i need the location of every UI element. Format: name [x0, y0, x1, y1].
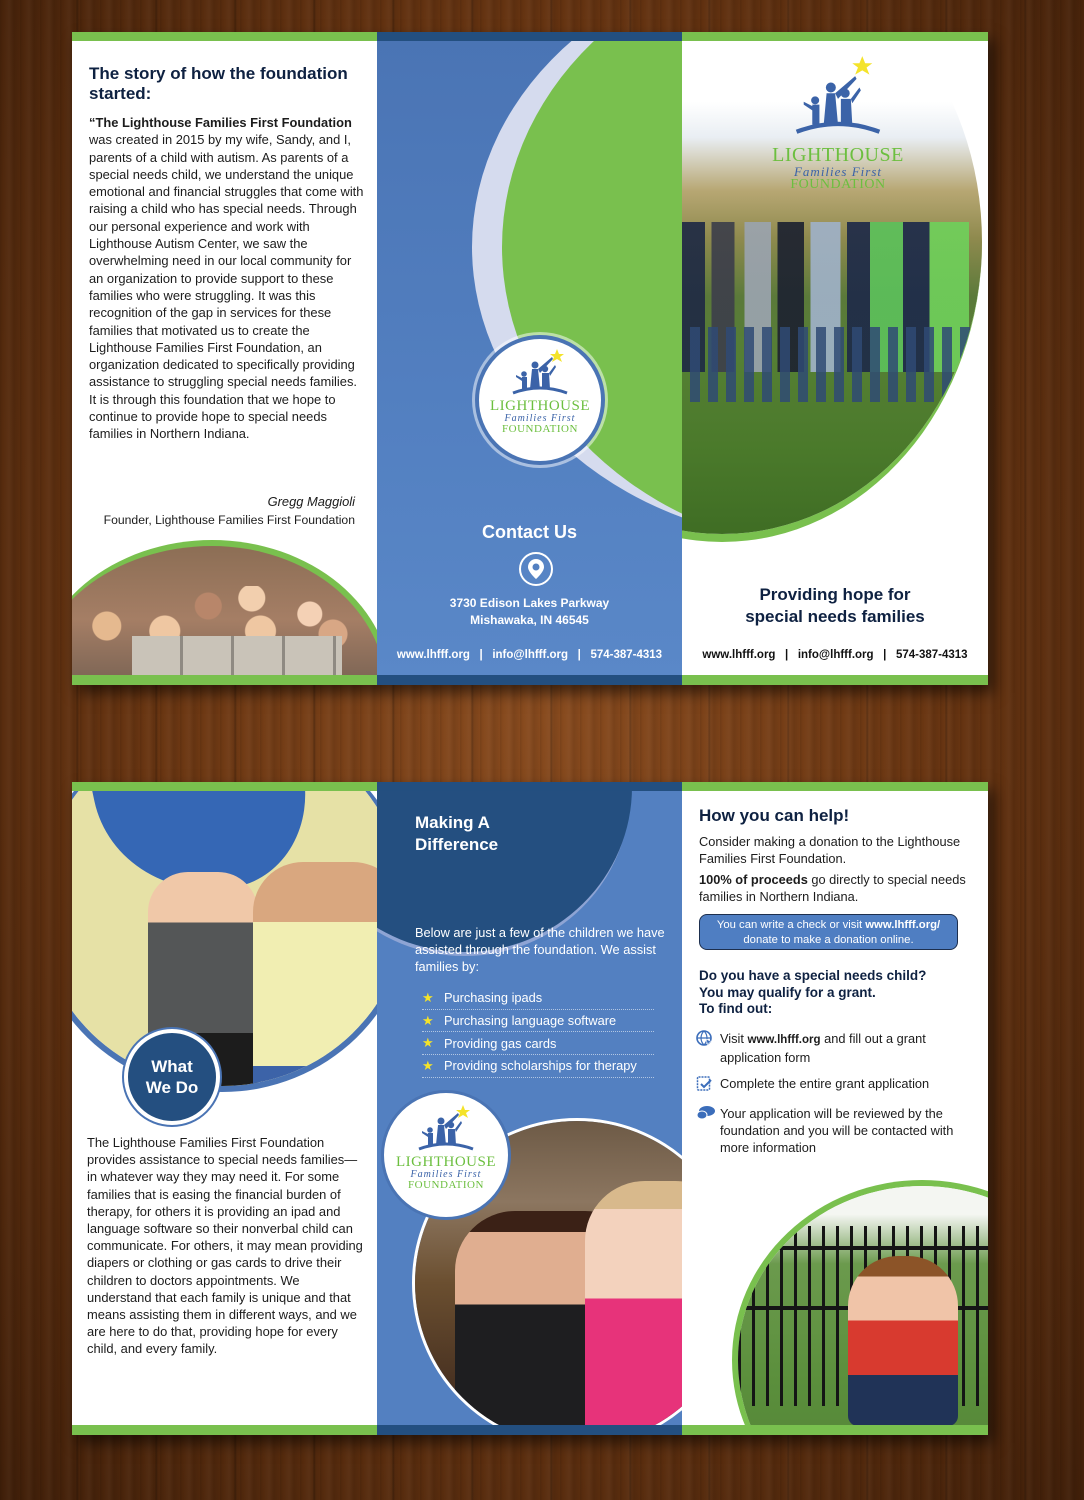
group-photo-bricks	[72, 540, 377, 685]
contact-panel	[377, 32, 682, 685]
list-item-label: Providing gas cards	[444, 1035, 557, 1051]
story-text: was created in 2015 by my wife, Sandy, and I, parents of a child with autism. As parents of a special needs child, we understand the unique emotional and financial struggles that come with raising a child who has special needs. Through our personal experience and work with Lighthouse Autism Center, we saw the overwhelming need in our local community for an organization to provide support to these families who were struggling. It was this recognition of the gap in services for these families that motivated us to create the Lighthouse Families First Foundation, an organization dedicated to specifically providing assistance to struggling special needs families. It is through this foundation that we hope to continue to provide hope to special needs families in Northern Indiana.	[89, 132, 364, 442]
address	[377, 595, 682, 629]
boy-and-man-photo-frame	[72, 782, 377, 1092]
location-pin-icon	[519, 552, 553, 586]
grant-question-line3: To find out:	[699, 1001, 773, 1016]
making-a-difference-panel	[377, 782, 682, 1435]
logo-text-families-first: Families First	[504, 413, 576, 424]
bottom-accent-bar	[72, 1425, 377, 1435]
top-accent-bar	[682, 32, 988, 41]
grant-step-text: Your application will be reviewed by the foundation and you will be contacted with more information	[720, 1106, 954, 1155]
step-text-post: and fill out a grant application form	[720, 1031, 926, 1065]
logo-figures-icon	[411, 1103, 481, 1155]
signature-name: Gregg Maggioli	[267, 494, 355, 509]
checklist-icon	[696, 1075, 720, 1096]
bottom-accent-bar	[377, 1425, 682, 1435]
callout-text-pre: You can write a check or visit	[716, 919, 866, 931]
badge-line2: We Do	[145, 1078, 199, 1097]
photo-boy-swinging	[848, 1256, 958, 1426]
callout-text-post: donate to make a donation online.	[743, 934, 914, 946]
contact-footer[interactable]: www.lhfff.org | info@lhfff.org | 574-387-4313	[396, 649, 663, 661]
list-item	[422, 1010, 654, 1033]
help-paragraph-2	[699, 871, 969, 905]
top-accent-bar	[72, 782, 377, 791]
globe-cursor-icon	[696, 1030, 720, 1051]
bottom-accent-bar	[377, 675, 682, 685]
top-accent-bar	[377, 32, 682, 41]
what-we-do-badge	[124, 1029, 220, 1125]
list-item-label: Purchasing language software	[444, 1013, 617, 1029]
star-icon: ★	[422, 1012, 434, 1028]
logo-text-lighthouse: LIGHTHOUSE	[490, 398, 590, 414]
bottom-accent-bar	[682, 675, 988, 685]
grant-question-line2: You may qualify for a grant.	[699, 984, 876, 1000]
list-item-label: Purchasing ipads	[444, 990, 543, 1006]
signature-role: Founder, Lighthouse Families First Foundation	[103, 513, 355, 527]
photo-man	[253, 862, 377, 1092]
grant-step-text: Complete the entire grant application	[720, 1076, 930, 1091]
logo-text-lighthouse: LIGHTHOUSE	[772, 144, 904, 166]
logo-figures-icon	[788, 50, 888, 145]
star-icon: ★	[422, 1035, 434, 1051]
logo-text-foundation: FOUNDATION	[502, 423, 578, 435]
logo-text-foundation: FOUNDATION	[790, 177, 886, 192]
logo-figures-icon	[505, 347, 575, 399]
logo-text-lighthouse: LIGHTHOUSE	[396, 1154, 496, 1170]
grant-step-text	[720, 1030, 978, 1066]
brochure-inside	[72, 782, 988, 1435]
cover-contact-footer[interactable]: www.lhfff.org | info@lhfff.org | 574-387-4313	[702, 649, 968, 661]
fence-rail	[738, 1246, 988, 1250]
making-a-difference-title	[415, 812, 498, 856]
title-line1: Making A	[415, 813, 490, 832]
proceeds-text: go directly to special needs families in Northern Indiana.	[699, 872, 966, 904]
grant-steps	[696, 1030, 978, 1165]
logo-text-families-first: Families First	[793, 164, 883, 179]
list-item	[422, 1055, 654, 1078]
grant-step	[696, 1030, 978, 1066]
donate-callout	[699, 914, 958, 950]
top-accent-bar	[377, 782, 682, 791]
logo-text-families-first: Families First	[410, 1169, 482, 1180]
cover-panel	[682, 32, 988, 685]
logo-badge	[381, 1090, 511, 1220]
how-you-can-help-title: How you can help!	[699, 806, 850, 825]
story-body	[89, 114, 364, 443]
story-lead: “The Lighthouse Families First Foundation	[89, 115, 352, 130]
story-panel	[72, 32, 377, 685]
help-paragraph-1: Consider making a donation to the Lighthouse Families First Foundation.	[699, 834, 961, 866]
address-line2: Mishawaka, IN 46545	[470, 613, 589, 627]
grant-site-link[interactable]: www.lhfff.org	[747, 1034, 821, 1046]
proceeds-highlight: 100% of proceeds	[699, 872, 808, 887]
grant-question	[699, 968, 979, 1018]
cover-tagline	[682, 584, 988, 628]
how-you-can-help-panel	[682, 782, 988, 1435]
address-line1: 3730 Edison Lakes Parkway	[449, 596, 610, 610]
story-title: The story of how the foundation started:	[89, 64, 348, 103]
title-line2: Difference	[415, 835, 499, 854]
top-accent-bar	[72, 32, 377, 41]
badge-line1: What	[151, 1057, 193, 1076]
bottom-accent-bar	[72, 675, 377, 685]
boy-on-swing-photo	[732, 1180, 988, 1435]
list-item	[422, 987, 654, 1010]
star-icon: ★	[422, 1057, 434, 1073]
bottom-accent-bar	[682, 1425, 988, 1435]
brochure-outside	[72, 32, 988, 685]
list-item-label: Providing scholarships for therapy	[444, 1058, 637, 1074]
logo-badge	[475, 335, 605, 465]
donate-link[interactable]: www.lhfff.org/	[865, 919, 941, 931]
grant-question-line1: Do you have a special needs child?	[699, 968, 927, 983]
grant-step	[696, 1075, 978, 1096]
photo-girl	[585, 1181, 682, 1435]
top-accent-bar	[682, 782, 988, 791]
group-people-legs	[682, 327, 982, 402]
tagline-line1: Providing hope for	[759, 585, 911, 604]
what-we-do-panel	[72, 782, 377, 1435]
making-a-difference-intro: Below are just a few of the children we have assisted through the foundation. We assist families by:	[415, 925, 665, 974]
list-item	[422, 1032, 654, 1055]
cover-logo	[758, 50, 918, 192]
step-text-pre: Visit	[720, 1031, 748, 1046]
logo-text-foundation: FOUNDATION	[408, 1179, 484, 1191]
grant-step	[696, 1105, 978, 1156]
assistance-list	[422, 987, 654, 1078]
tagline-line2: special needs families	[745, 607, 925, 626]
how-you-can-help-body	[699, 833, 969, 905]
contact-title: Contact Us	[481, 522, 577, 542]
star-icon: ★	[422, 989, 434, 1005]
what-we-do-body: The Lighthouse Families First Foundation provides assistance to special needs families—in whatever way they may need it. For some families that is easing the financial burden of therapy, for others it is providing an ipad and language software so their nonverbal child can communicate. For others, it may mean providing diapers or clothing or gas cards to drive their children to doctors appointments. We understand that each family is unique and that means assisting them in different ways, and we are here to do that, providing hope for every child, and every family.	[87, 1135, 363, 1357]
speech-bubble-icon	[696, 1105, 720, 1124]
